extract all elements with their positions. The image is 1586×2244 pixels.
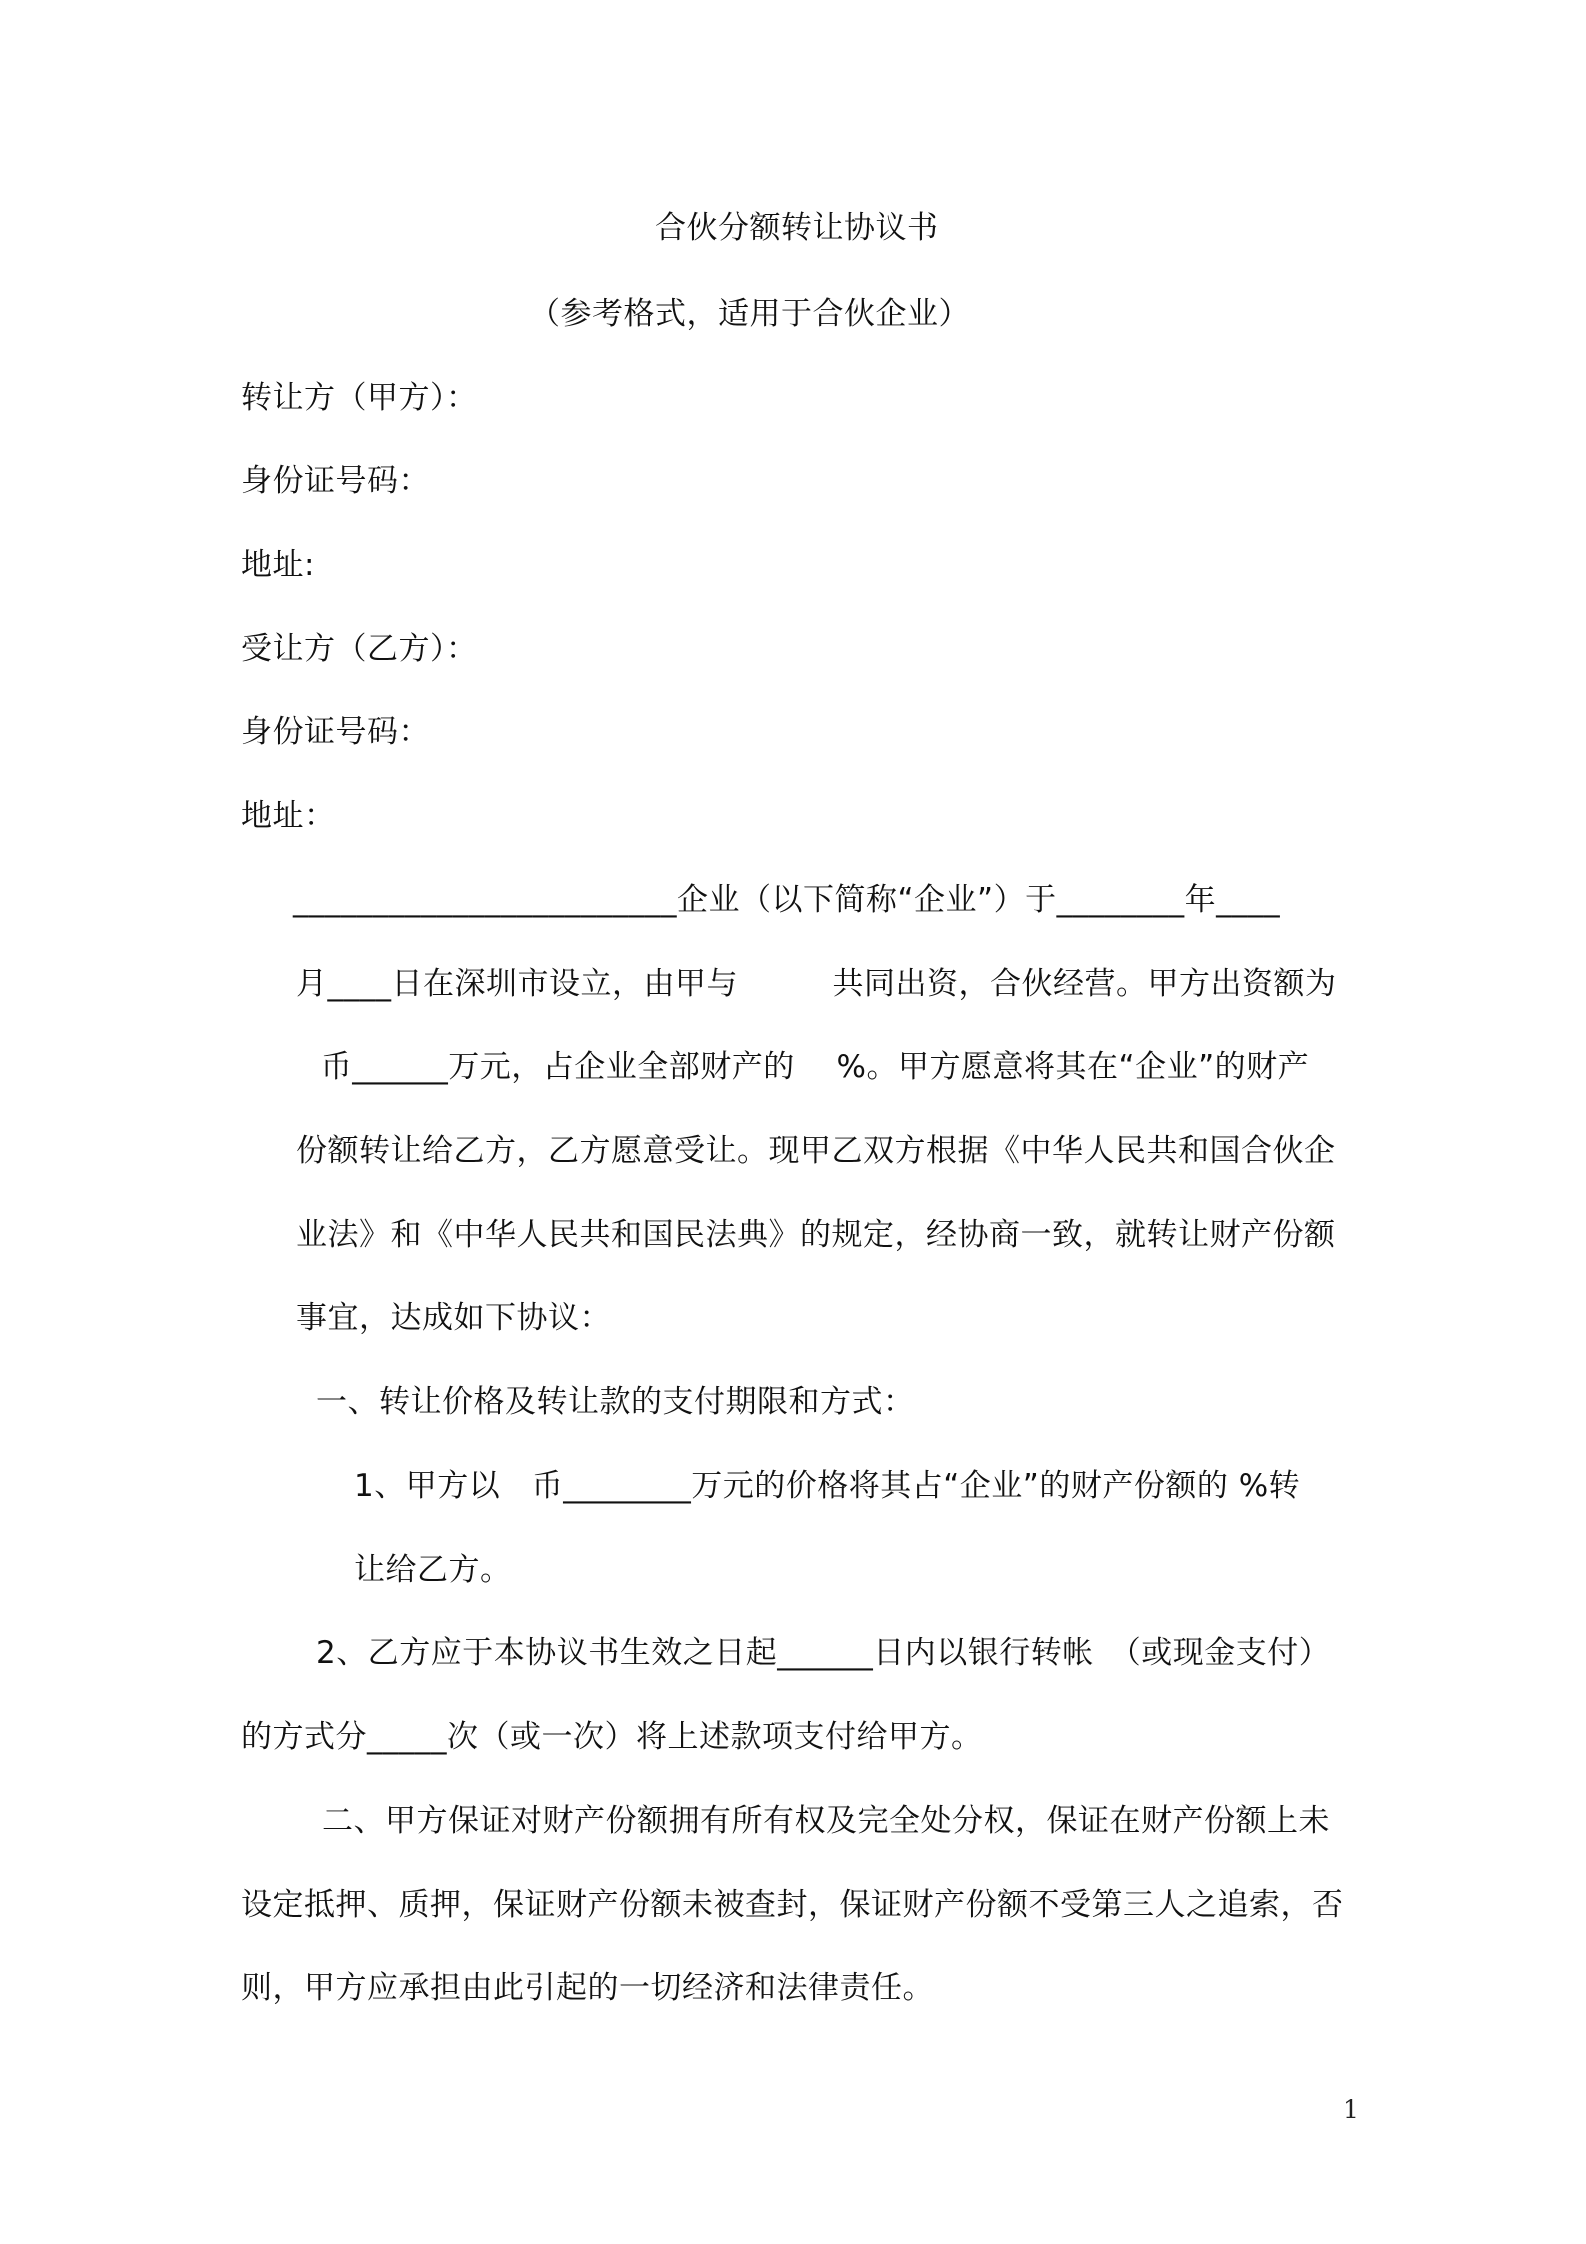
preamble-line: ________________________企业（以下简称“企业”）于________年____ (293, 882, 1281, 918)
party-a-id-label: 身份证号码： (241, 463, 430, 499)
section1-heading: 一、转让价格及转让款的支付期限和方式： (316, 1384, 915, 1420)
party-a-address-label: 地址: (241, 547, 315, 583)
preamble-line: 月____日在深圳市设立，由甲与 共同出资，合伙经营。甲方出资额为 (296, 966, 1337, 1002)
clause-1-2-line: 的方式分_____次（或一次）将上述款项支付给甲方。 (241, 1719, 983, 1755)
party-a-label: 转让方（甲方）： (241, 380, 478, 416)
section2-line: 则，甲方应承担由此引起的一切经济和法律责任。 (241, 1970, 934, 2006)
section2-line: 二、甲方保证对财产份额拥有所有权及完全处分权，保证在财产份额上未 (322, 1803, 1330, 1839)
preamble-line: 业法》和《中华人民共和国民法典》的规定，经协商一致，就转让财产份额 (296, 1217, 1336, 1253)
preamble-line: 币______万元，占企业全部财产的 %。甲方愿意将其在“企业”的财产 (300, 1049, 1310, 1085)
party-b-label: 受让方（乙方）： (241, 631, 478, 667)
document-subtitle: （参考格式，适用于合伙企业） (529, 296, 970, 332)
party-b-address-label: 地址： (241, 798, 336, 834)
preamble-line: 份额转让给乙方，乙方愿意受让。现甲乙双方根据《中华人民共和国合伙企 (296, 1133, 1336, 1169)
clause-1-1-line: 1、甲方以 币________万元的价格将其占“企业”的财产份额的 %转 (354, 1468, 1301, 1504)
page-number: 1 (1343, 2095, 1359, 2124)
document-title: 合伙分额转让协议书 (655, 210, 939, 246)
clause-1-1-line: 让给乙方。 (354, 1552, 512, 1588)
section2-line: 设定抵押、质押，保证财产份额未被查封，保证财产份额不受第三人之追索，否 (241, 1887, 1344, 1923)
party-b-id-label: 身份证号码： (241, 714, 430, 750)
preamble-line: 事宜，达成如下协议： (296, 1300, 611, 1336)
clause-1-2-line: 2、乙方应于本协议书生效之日起______日内以银行转帐 （或现金支付） (316, 1635, 1331, 1671)
